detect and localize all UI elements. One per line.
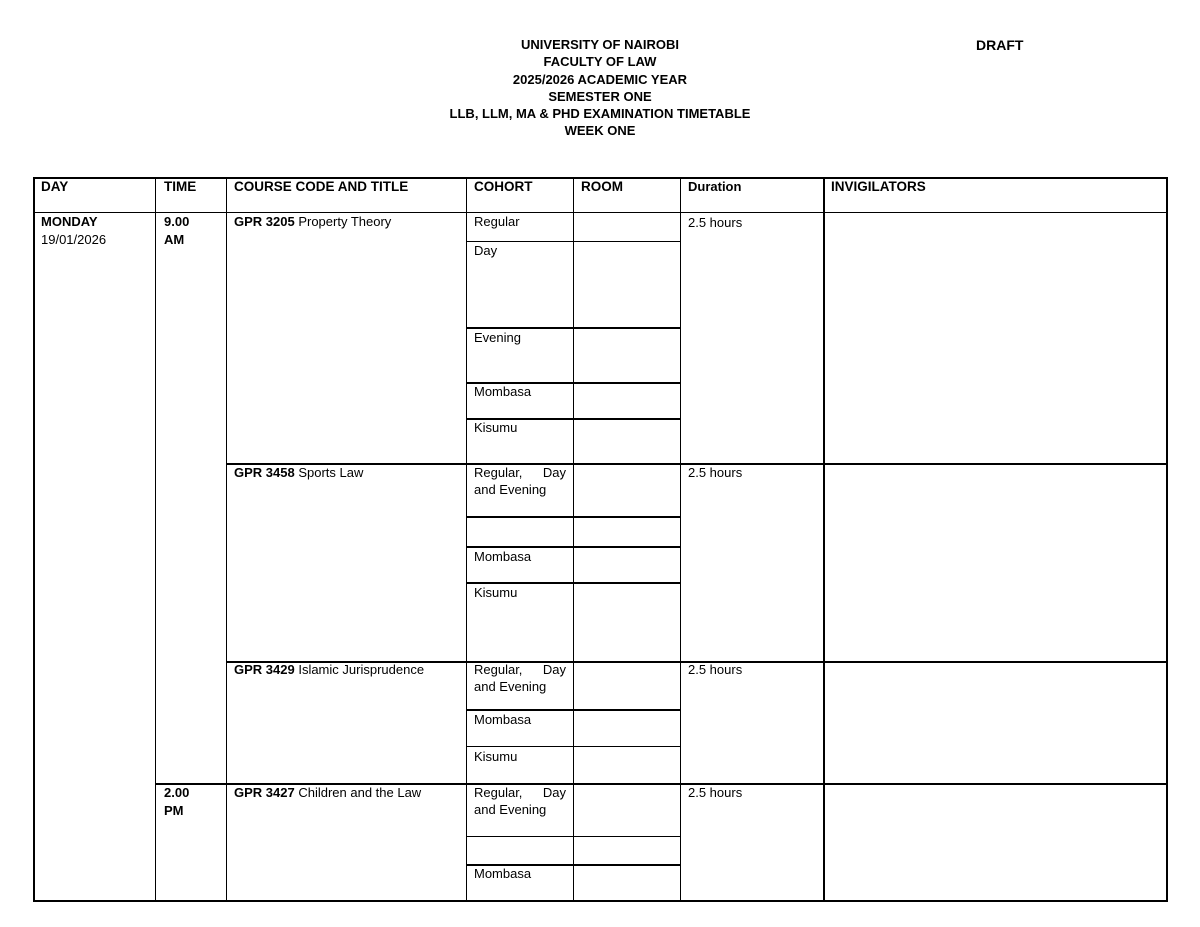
duration-value: 2.5 hours (688, 662, 743, 677)
day-date: 19/01/2026 (41, 232, 107, 247)
course-code: GPR 3427 (234, 785, 295, 800)
header-row-divider (35, 212, 1166, 213)
course-entry (234, 661, 424, 678)
cohort-text: and Evening (474, 679, 547, 694)
timetable-title: LLB, LLM, MA & PHD EXAMINATION TIMETABLE (449, 106, 751, 122)
col-divider-course (226, 179, 227, 900)
col-divider-time (155, 179, 156, 900)
course-entry (234, 784, 421, 801)
cohort-row-line (466, 241, 680, 242)
cohort-label: Kisumu (474, 420, 518, 435)
cohort-label (474, 464, 566, 498)
duration-value: 2.5 hours (688, 465, 743, 480)
column-header-day: DAY (41, 179, 69, 194)
time-value: 9.00 (164, 214, 190, 229)
cohort-label: Regular (474, 214, 520, 229)
cohort-label: Mombasa (474, 549, 532, 564)
column-header-course: COURSE CODE AND TITLE (234, 179, 409, 194)
day-name: MONDAY (41, 214, 98, 229)
duration-value: 2.5 hours (688, 785, 743, 800)
cohort-row-line (466, 516, 680, 518)
cohort-label: Mombasa (474, 866, 532, 881)
col-divider-cohort (466, 179, 467, 900)
course-title: Property Theory (298, 214, 392, 229)
course-title: Islamic Jurisprudence (298, 662, 425, 677)
cohort-label: Mombasa (474, 712, 532, 727)
week-label: WEEK ONE (564, 123, 636, 139)
course-code: GPR 3205 (234, 214, 295, 229)
duration-value: 2.5 hours (688, 215, 743, 230)
faculty-name: FACULTY OF LAW (543, 54, 657, 70)
cohort-label: Evening (474, 330, 521, 345)
timetable-table (33, 177, 1168, 902)
cohort-row-line (466, 836, 680, 837)
course-code: GPR 3429 (234, 662, 295, 677)
academic-year: 2025/2026 ACADEMIC YEAR (512, 71, 688, 87)
cohort-label (474, 661, 566, 695)
cohort-text: Day (542, 785, 566, 800)
cohort-text: and Evening (474, 802, 547, 817)
cohort-label: Day (474, 243, 498, 258)
column-header-room: ROOM (581, 179, 623, 194)
cohort-label: Kisumu (474, 749, 518, 764)
column-header-time: TIME (164, 179, 197, 194)
draft-label: DRAFT (976, 37, 1024, 53)
course-title: Sports Law (298, 465, 364, 480)
cohort-label (474, 784, 566, 818)
time-period: PM (164, 803, 184, 818)
course-entry (234, 213, 391, 230)
cohort-text: Day (542, 465, 566, 480)
university-name: UNIVERSITY OF NAIROBI (521, 37, 679, 52)
cohort-text: Regular, (474, 465, 523, 480)
cohort-text: Day (542, 662, 566, 677)
cohort-text: Regular, (474, 662, 523, 677)
cohort-row-line (466, 746, 680, 747)
col-divider-invigilators (823, 179, 825, 900)
col-divider-duration (680, 179, 681, 900)
cohort-text: and Evening (474, 482, 547, 497)
time-period: AM (164, 232, 185, 247)
time-value: 2.00 (164, 785, 190, 800)
course-code: GPR 3458 (234, 465, 295, 480)
course-title: Children and the Law (298, 785, 422, 800)
cohort-label: Mombasa (474, 384, 532, 399)
column-header-cohort: COHORT (474, 179, 533, 194)
semester: SEMESTER ONE (548, 88, 652, 104)
cohort-label: Kisumu (474, 585, 518, 600)
document-header (300, 36, 900, 140)
column-header-duration: Duration (688, 179, 742, 194)
column-header-invigilators: INVIGILATORS (831, 179, 926, 194)
course-entry (234, 464, 363, 481)
col-divider-room (573, 179, 574, 900)
cohort-text: Regular, (474, 785, 523, 800)
